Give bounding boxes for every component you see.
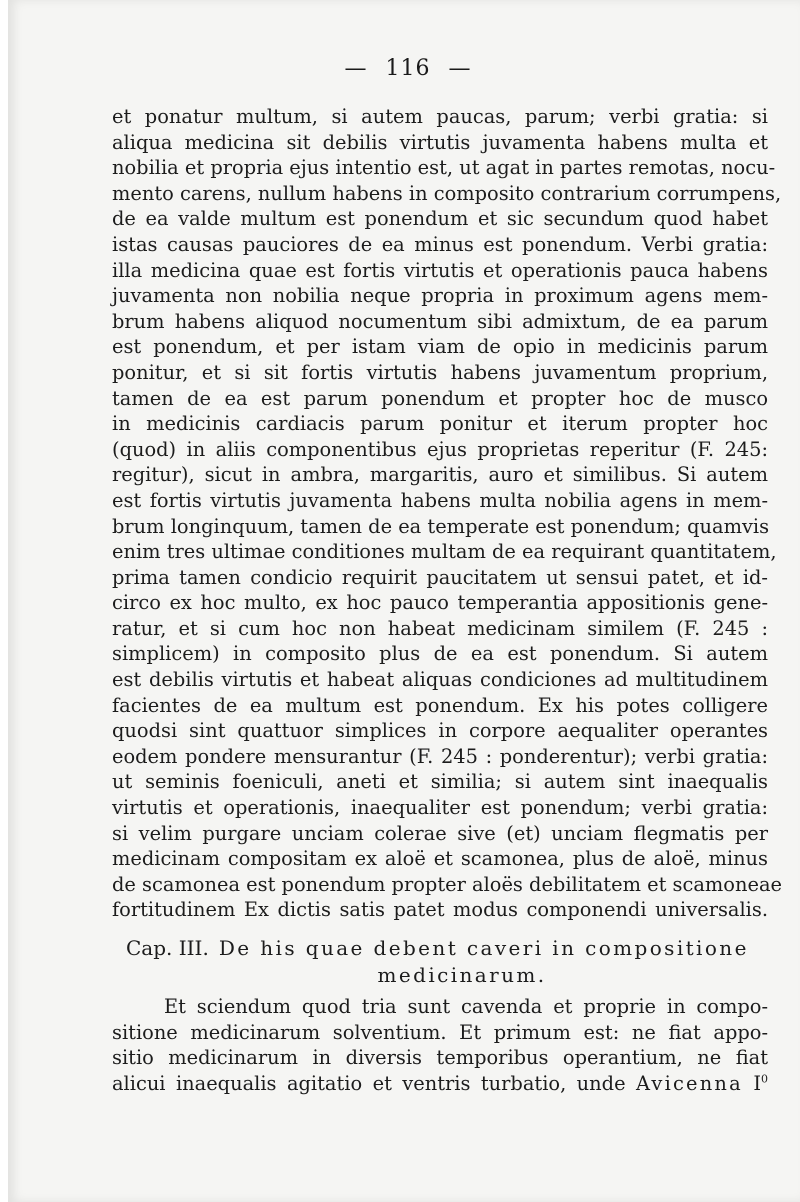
text-line: si velim purgare unciam colerae sive (et) unciam flegmatis per: [112, 821, 768, 845]
text-line-prefix: alicui inaequalis agitatio et ventris turbatio, unde: [112, 1071, 626, 1095]
text-line: (quod) in aliis componentibus ejus proprietas reperitur (F. 245:: [112, 437, 768, 461]
chapter-heading: [112, 935, 772, 989]
page-number-value: 116: [385, 56, 431, 81]
chapter-title-line2: medicinarum.: [377, 963, 547, 987]
text-line: illa medicina quae est fortis virtutis et operationis pauca habens: [112, 258, 768, 282]
text-line: de ea valde multum est ponendum et sic secundum quod habet: [112, 207, 768, 231]
text-line: istas causas pauciores de ea minus est ponendum. Verbi gratia:: [112, 232, 768, 256]
text-line: sitione medicinarum solventium. Et primum est: ne fiat appo-: [112, 1020, 768, 1044]
text-line: simplicem) in composito plus de ea est ponendum. Si autem: [112, 642, 768, 666]
text-line: tamen de ea est parum ponendum et propter hoc de musco: [112, 386, 768, 410]
text-line: medicinam compositam ex aloë et scamonea, plus de aloë, minus: [112, 847, 768, 871]
chapter-label: Cap. III.: [126, 936, 209, 960]
text-line: est debilis virtutis et habeat aliquas condiciones ad multitudinem: [112, 668, 768, 692]
text-line: brum habens aliquod nocumentum sibi admixtum, de ea parum: [112, 309, 768, 333]
reference-superscript: 0: [761, 1072, 768, 1086]
text-line: eodem pondere mensurantur (F. 245 : ponderentur); verbi gratia:: [112, 744, 768, 768]
text-line: ratur, et si cum hoc non habeat medicinam similem (F. 245 :: [112, 616, 768, 640]
book-page: [8, 0, 800, 1202]
paragraph-main: [112, 104, 782, 923]
page-number-dash-left: —: [344, 56, 368, 81]
text-line: de scamonea est ponendum propter aloës debilitatem et scamoneae: [112, 872, 782, 896]
chapter-heading-row1: [112, 935, 772, 962]
paragraph-chapter-intro: [112, 994, 768, 1096]
text-line: in medicinis cardiacis parum ponitur et iterum propter hoc: [112, 412, 768, 436]
text-line: sitio medicinarum in diversis temporibus operantium, ne fiat: [112, 1046, 768, 1070]
text-line: fortitudinem Ex dictis satis patet modus componendi universalis.: [112, 898, 768, 922]
text-line: virtutis et operationis, inaequaliter est ponendum; verbi gratia:: [112, 796, 768, 820]
author-name: Avicenna: [636, 1071, 743, 1095]
text-line: juvamenta non nobilia neque propria in proximum agens mem-: [112, 284, 768, 308]
text-line: ponitur, et si sit fortis virtutis habens juvamentum proprium,: [112, 360, 768, 384]
text-line: nobilia et propria ejus intentio est, ut agat in partes remotas, nocu-: [112, 156, 776, 180]
text-line-last: [112, 1071, 768, 1097]
text-line: brum longinquum, tamen de ea temperate est ponendum; quamvis: [112, 514, 770, 538]
text-line: facientes de ea multum est ponendum. Ex his potes colligere: [112, 693, 768, 717]
text-line: ut seminis foeniculi, aneti et similia; si autem sint inaequalis: [112, 770, 768, 794]
text-line: et ponatur multum, si autem paucas, parum; verbi gratia: si: [112, 105, 768, 128]
text-line: circo ex hoc multo, ex hoc pauco temperantia appositionis gene-: [112, 591, 768, 615]
page-number-dash-right: —: [448, 56, 472, 81]
text-line: enim tres ultimae conditiones multam de ea requirant quantitatem,: [112, 540, 777, 564]
reference-numeral: I: [753, 1071, 761, 1095]
text-line: aliqua medicina sit debilis virtutis juvamenta habens multa et: [112, 130, 768, 154]
text-line: prima tamen condicio requirit paucitatem ut sensui patet, et id-: [112, 565, 768, 589]
page-number: [8, 56, 800, 81]
chapter-title-line1: De his quae debent caveri in compositione: [218, 936, 749, 960]
text-line: quodsi sint quattuor simplices in corpore aequaliter operantes: [112, 719, 768, 743]
text-line: est fortis virtutis juvamenta habens multa nobilia agens in mem-: [112, 488, 768, 512]
text-line: mento carens, nullum habens in composito contrarium corrumpens,: [112, 181, 782, 205]
text-line: Et sciendum quod tria sunt cavenda et proprie in compo-: [164, 995, 768, 1018]
text-line: est ponendum, et per istam viam de opio in medicinis parum: [112, 335, 768, 359]
text-line: regitur), sicut in ambra, margaritis, auro et similibus. Si autem: [112, 463, 768, 487]
